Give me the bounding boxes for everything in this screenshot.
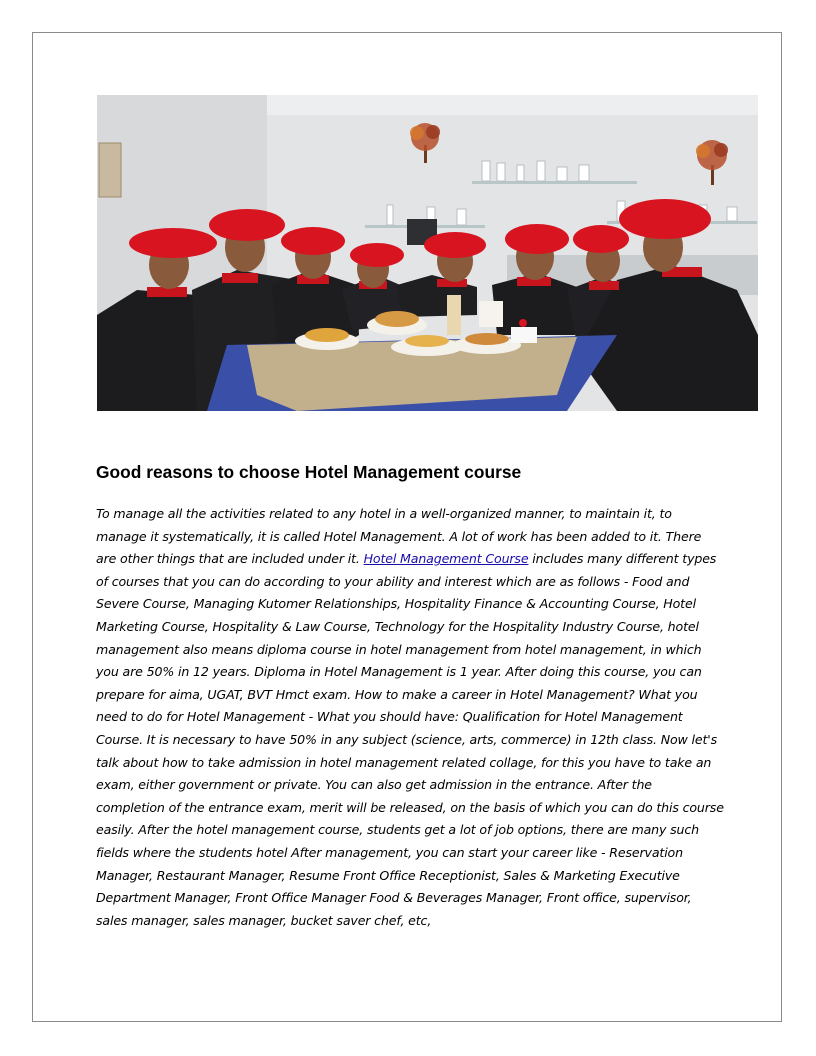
article-body: [96, 503, 724, 932]
hotel-management-course-link[interactable]: Hotel Management Course: [363, 551, 529, 567]
body-text-part: To manage all the activities related to any hotel in a well-organized manner, to maintain it, to manage it systematically, it is called Hotel Management. A lot of work has been added to it. There are other things that are included under it.: [96, 506, 702, 567]
hotel-students-photo: [97, 95, 758, 411]
article-heading: Good reasons to choose Hotel Management course: [96, 462, 522, 482]
body-text-part: includes many different types of courses that you can do according to your ability and interest which are as follows - Food and Severe Course, Managing Kutomer Relationships, Hospitality Finance & Accounting Course, Hotel Marketing Course, Hospitality & Law Course, Technology for the Hospitality Industry Course, hotel management also means diploma course in hotel management from hotel management, in which you are 50% in 12 years. Diploma in Hotel Management is 1 year. After doing this course, you can prepare for aima, UGAT, BVT Hmct exam. How to make a career in Hotel Management? What you need to do for Hotel Management - What you should have: Qualification for Hotel Management Course. It is necessary to have 50% in any subject (science, arts, commerce) in 12th class. Now let's talk about how to take admission in hotel management related collage, for this you have to take an exam, either government or private. You can also get admission in the entrance. After the completion of the entrance exam, merit will be released, on the basis of which you can do this course easily. After the hotel management course, students get a lot of job options, there are many such fields where the students hotel After management, you can start your career like - Reservation Manager, Restaurant Manager, Resume Front Office Receptionist, Sales & Marketing Executive Department Manager, Front Office Manager Food & Beverages Manager, Front office, supervisor, sales manager, sales manager, bucket saver chef, etc,: [96, 551, 724, 928]
